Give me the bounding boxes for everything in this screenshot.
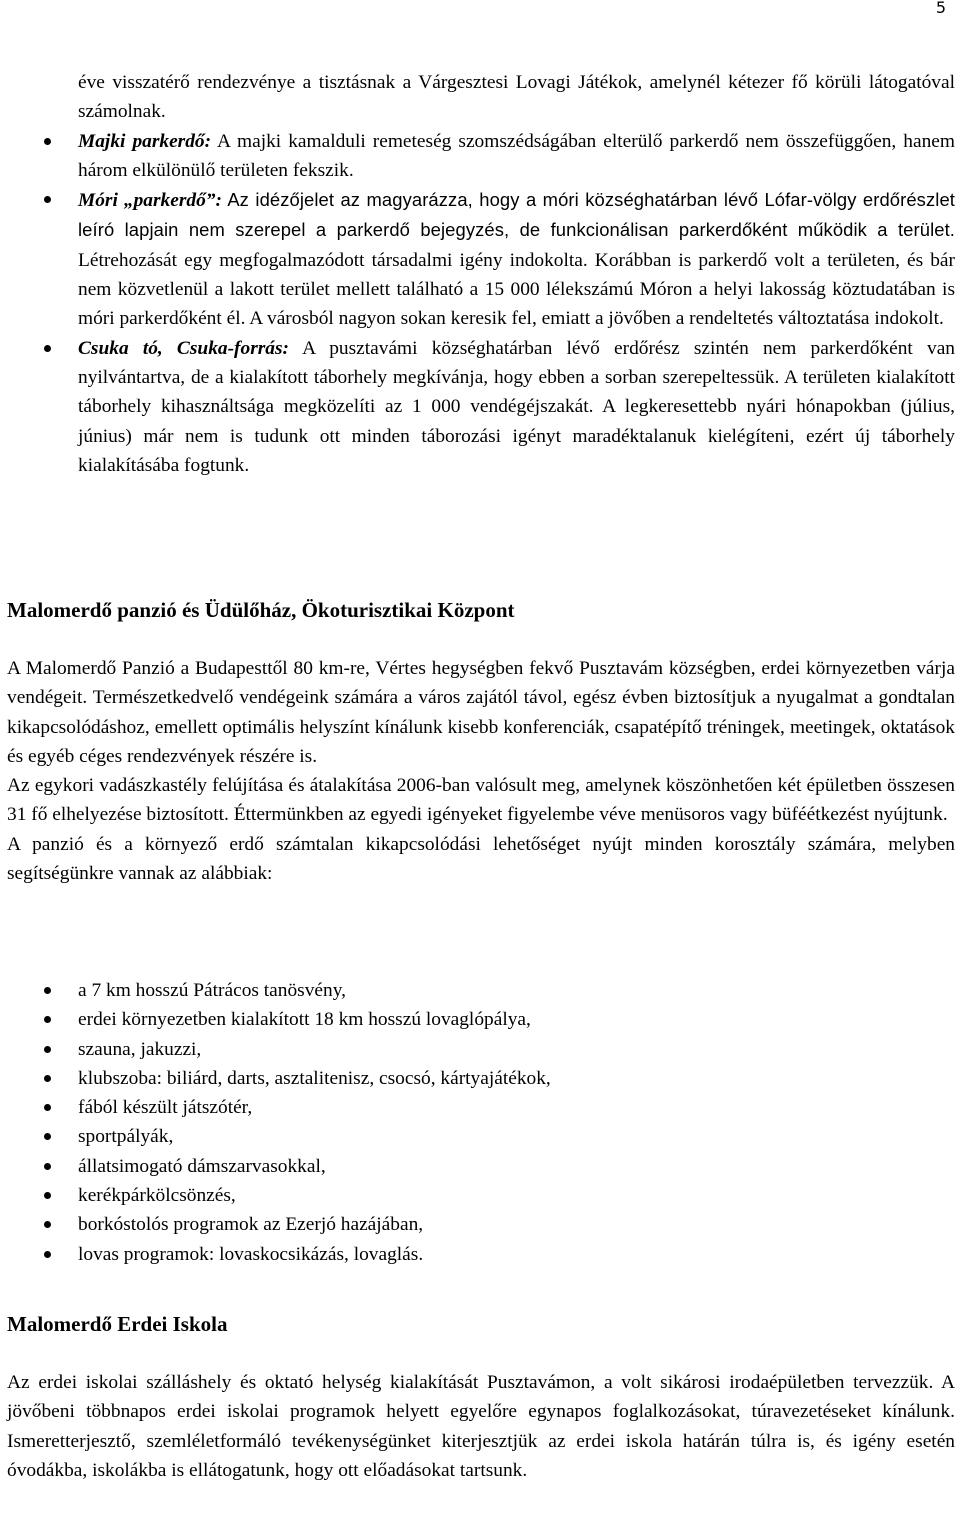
section1-paragraph: A panzió és a környező erdő számtalan kikapcsolódási lehetőséget nyújt minden korosztály számára, melyben segítségünkre vannak az alábbiak: xyxy=(7,833,955,885)
list-item-majki xyxy=(7,127,955,186)
list-item: sportpályák, xyxy=(7,1122,955,1151)
list-item: a 7 km hosszú Pátrácos tanösvény, xyxy=(7,976,955,1005)
list-item-text: A majki kamalduli remeteség szomszédságában elterülő parkerdő nem összefüggően, hanem három elkülönülő területen fekszik. xyxy=(78,130,955,181)
list-item: állatsimogató dámszarvasokkal, xyxy=(7,1152,955,1181)
list-item-text-sans: Az idézőjelet az magyarázza, hogy a móri községhatárban lévő Lófar-völgy erdőrészlet leíró lapjain nem szerepel a parkerdő bejegyzés, de funkcionálisan parkerdőként működik a terület. xyxy=(78,189,955,241)
section1-paragraph: A Malomerdő Panzió a Budapesttől 80 km-re, Vértes hegységben fekvő Pusztavám községben, erdei környezetben várja vendégeit. Természetkedvelő vendégeink számára a város zajától távol, egész évben biztosítjuk a nyugalmat a gondtalan kikapcsolódáshoz, emellett optimális helyszínt kínálunk kisebb konferenciák, csapatépítő tréningek, meetingek, oktatások és egyéb céges rendezvények részére is. xyxy=(7,658,955,767)
list-item: kerékpárkölcsönzés, xyxy=(7,1181,955,1210)
list-item: fából készült játszótér, xyxy=(7,1093,955,1122)
amenities-list xyxy=(7,976,955,1269)
parkerdo-list xyxy=(7,127,955,481)
top-list-section xyxy=(7,68,955,480)
page-number: 5 xyxy=(935,0,946,17)
section2-body xyxy=(7,1368,955,1485)
list-item: borkóstolós programok az Ezerjó hazájában, xyxy=(7,1210,955,1239)
section1-paragraph: Az egykori vadászkastély felújítása és átalakítása 2006-ban valósult meg, amelynek köszönhetően két épületben összesen 31 fő elhelyezése biztosított. Éttermünkben az egyedi igényeket figyelembe véve menüsoros vagy büféétkezést nyújtunk. xyxy=(7,775,955,826)
list-item-label: Móri „parkerdő”: xyxy=(78,190,222,212)
section1-body xyxy=(7,654,955,888)
list-item-text: A pusztavámi községhatárban lévő erdőrész szintén nem parkerdőként van nyilvántartva, de a kialakított táborhely megkívánja, hogy ebben a sorban szerepeltessük. A területen kialakított táborhely kihasználtsága megközelíti az 1 000 vendégéjszakát. A legkeresettebb nyári hónapokban (július, június) már nem is tudunk ott minden táborozási igényt maradéktalanuk kielégíteni, ezért új táborhely kialakításába fogtunk. xyxy=(78,337,955,476)
list-continuation-text: éve visszatérő rendezvénye a tisztásnak a Várgesztesi Lovagi Játékok, amelynél kétezer fő körüli látogatóval számolnak. xyxy=(78,72,955,123)
list-item-mori xyxy=(7,185,955,333)
section2-paragraph: Az erdei iskolai szálláshely és oktató helység kialakítását Pusztavámon, a volt sikárosi irodaépületben tervezzük. A jövőbeni többnapos erdei iskolai programok helyett egyelőre egynapos foglalkozásokat, túravezetéseket kínálunk. Ismeretterjesztő, szemléletformáló tevékenységünket kiterjesztjük az erdei iskola határán túlra is, és igény esetén óvodákba, iskolákba is ellátogatunk, hogy ott előadásokat tartsunk. xyxy=(7,1372,955,1481)
list-item: szauna, jakuzzi, xyxy=(7,1035,955,1064)
list-item: erdei környezetben kialakított 18 km hosszú lovaglópálya, xyxy=(7,1005,955,1034)
list-item-label: Csuka tó, Csuka-forrás: xyxy=(78,337,289,359)
section-heading-erdei-iskola: Malomerdő Erdei Iskola xyxy=(7,1312,228,1336)
list-item: lovas programok: lovaskocsikázás, lovaglás. xyxy=(7,1240,955,1269)
list-item-label: Majki parkerdő: xyxy=(78,130,212,152)
list-item: klubszoba: biliárd, darts, asztalitenisz, csocsó, kártyajátékok, xyxy=(7,1064,955,1093)
amenities-section xyxy=(7,976,955,1269)
section-heading-malomerdo-panzio: Malomerdő panzió és Üdülőház, Ökoturisztikai Központ xyxy=(7,598,515,622)
list-item-text: Létrehozását egy megfogalmazódott társadalmi igény indokolta. Korábban is parkerdő volt a területen, és bár nem közvetlenül a lakott terület mellett található a 15 000 lélekszámú Móron a helyi lakosság köztudatában is móri parkerdőként él. A városból nagyon sokan keresik fel, emiatt a jövőben a rendeltetés változtatása indokolt. xyxy=(78,249,955,330)
list-item-csuka xyxy=(7,334,955,480)
